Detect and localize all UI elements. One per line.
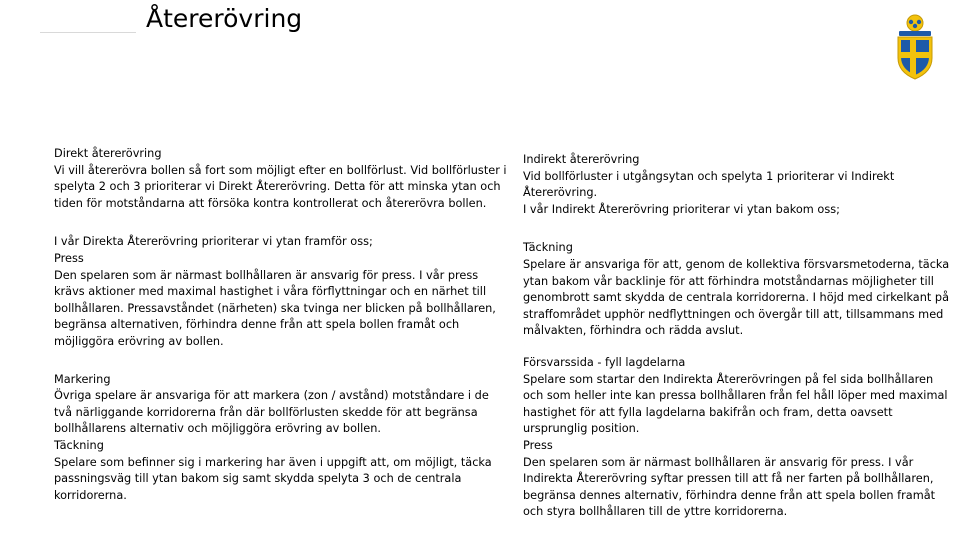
page-title: Återerövring xyxy=(146,4,303,33)
section-heading: Indirekt återerövring xyxy=(523,153,640,166)
section-body: Vi vill återerövra bollen så fort som möjligt efter en bollförlust. Vid bollförluster i spelyta 2 och 3 prioriterar vi Direkt Återerövring. Detta för att minska ytan och tiden för motståndarna att försöka kontra kontrollerat och återerövra bollen. xyxy=(54,163,507,210)
section-intro: I vår Direkta Återerövring prioriterar vi ytan framför oss; xyxy=(54,235,373,249)
press-section xyxy=(54,234,509,350)
section-heading: Press xyxy=(523,438,553,452)
section-body: Den spelaren som är närmast bollhållaren är ansvarig för press. I vår Indirekta Återerövring syftar pressen till att få ner farten på bollhållaren, begränsa dennes alternativ, förhindra denne från att spela bollen framåt och styra bollhållaren till de yttre korridorerna. xyxy=(523,455,936,519)
section-heading: Täckning xyxy=(523,241,573,255)
right-column xyxy=(523,152,953,521)
markering-section xyxy=(54,372,509,505)
tackning-section xyxy=(523,240,953,340)
section-body: Spelare som startar den Indirekta Återerövringen på fel sida bollhållaren och som heller inte kan pressa bollhållaren från fel håll löper med maximal hastighet för att fylla lagdelarna bakifrån och fram, detta oavsett ursprunglig position. xyxy=(523,372,948,436)
left-column xyxy=(54,146,509,504)
section-heading: Direkt återerövring xyxy=(54,147,162,160)
forsvarssida-section xyxy=(523,355,953,521)
swedish-football-association-crest-icon xyxy=(893,14,937,80)
direkt-aterovring-section xyxy=(54,146,509,212)
section-body: Vid bollförluster i utgångsytan och spelyta 1 prioriterar vi Indirekt Återerövring. xyxy=(523,169,895,200)
section-heading: Täckning xyxy=(54,438,104,452)
section-heading: Försvarssida - fyll lagdelarna xyxy=(523,355,686,369)
section-body: Den spelaren som är närmast bollhållaren är ansvarig för press. I vår press krävs aktioner med maximal hastighet i våra förflyttningar och en närhet till bollhållaren. Pressavståndet (närheten) ska tvinga ner blicken på bollhållaren, begränsa alternativen, förhindra denne från att spela bollen framåt och möjliggöra erövring av bollen. xyxy=(54,268,496,348)
section-body: Spelare är ansvariga för att, genom de kollektiva försvarsmetoderna, täcka ytan bakom vår backlinje för att förhindra motståndarnas möjligheter till genombrott samt skydda de centrala korridorerna. I höjd med cirkelkant på straffområdet upphör nedflyttningen och övergår till att, tillsammans med målvakten, förhindra och rädda avslut. xyxy=(523,257,950,338)
section-heading: Press xyxy=(54,251,84,265)
header-divider xyxy=(40,32,136,33)
section-body: Spelare som befinner sig i markering har även i uppgift att, om möjligt, täcka passningsväg till ytan bakom sig samt skydda spelyta 3 och de centrala korridorerna. xyxy=(54,455,492,502)
section-body: I vår Indirekt Återerövring prioriterar vi ytan bakom oss; xyxy=(523,202,840,216)
section-body: Övriga spelare är ansvariga för att markera (zon / avstånd) motståndare i de två närliggande korridorerna från där bollförlusten skedde för att begränsa bollhållarens alternativ och möjliggöra erövring av bollen. xyxy=(54,389,489,436)
indirekt-aterovring-section xyxy=(523,152,953,218)
section-heading: Markering xyxy=(54,372,111,386)
